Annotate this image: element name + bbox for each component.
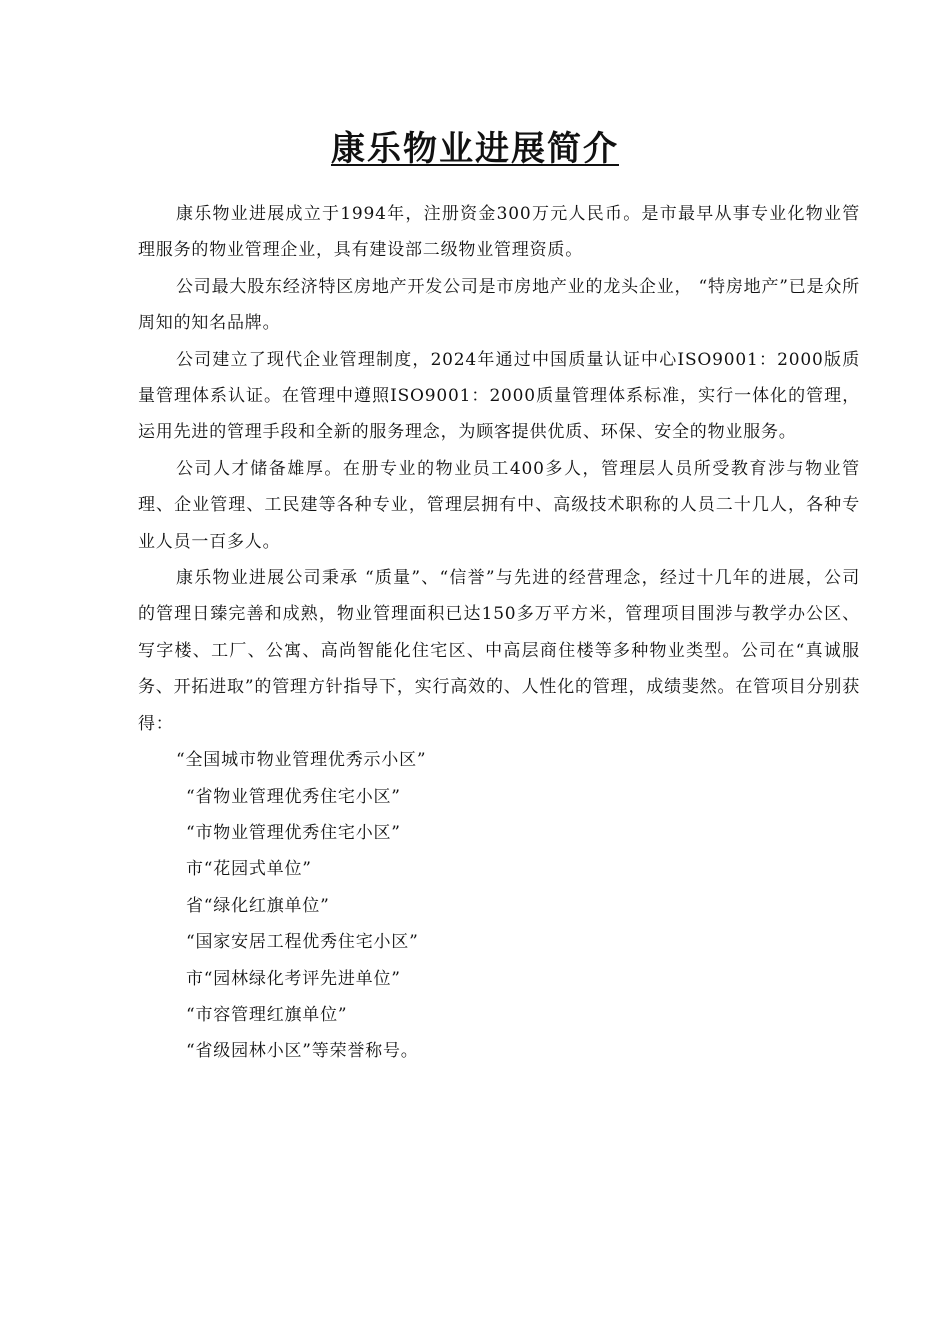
paragraph-shareholder: 公司最大股东经济特区房地产开发公司是市房地产业的龙头企业， “特房地产”已是众所周知的知名品牌。: [138, 276, 860, 334]
honor-item: “市容管理红旗单位”: [186, 1004, 348, 1025]
honor-item: “市物业管理优秀住宅小区”: [186, 822, 401, 843]
paragraph-development: 康乐物业进展公司秉承 “质量”、“信誉”与先进的经营理念，经过十几年的进展，公司的管理日臻完善和成熟，物业管理面积已达150多万平方米，管理项目围涉与教学办公区、写字楼、工厂、公寓、高尚智能化住宅区、中高层商住楼等多种物业类型。公司在“真诚服务、开拓进取”的管理方针指导下，实行高效的、人性化的管理，成绩斐然。在管项目分别获得：: [138, 568, 860, 734]
document-title: [0, 123, 950, 175]
honor-item: 市“花园式单位”: [186, 859, 312, 880]
paragraph-talent: 公司人才储备雄厚。在册专业的物业员工400多人，管理层人员所受教育涉与物业管理、企业管理、工民建等各种专业，管理层拥有中、高级技术职称的人员二十几人，各种专业人员一百多人。: [138, 458, 860, 552]
honor-item: “省级园林小区”等荣誉称号。: [186, 1041, 419, 1062]
honor-item: 市“园林绿化考评先进单位”: [186, 968, 401, 989]
honor-item: 省“绿化红旗单位”: [186, 895, 330, 916]
honor-item: “省物业管理优秀住宅小区”: [186, 786, 401, 807]
paragraph-intro: 康乐物业进展成立于1994年，注册资金300万元人民币。是市最早从事专业化物业管理服务的物业管理企业，具有建设部二级物业管理资质。: [138, 204, 860, 261]
honor-item: “国家安居工程优秀住宅小区”: [186, 932, 419, 953]
honors-list: [138, 742, 860, 1070]
honor-item: “全国城市物业管理优秀示小区”: [176, 750, 427, 771]
document-title-text: 康乐物业进展简介: [331, 128, 619, 169]
paragraph-management-system: 公司建立了现代企业管理制度，2024年通过中国质量认证中心ISO9001：2000版质量管理体系认证。在管理中遵照ISO9001：2000质量管理体系标准，实行一体化的管理，运用先进的管理手段和全新的服务理念，为顾客提供优质、环保、安全的物业服务。: [138, 349, 860, 443]
document-body: [138, 196, 860, 1070]
